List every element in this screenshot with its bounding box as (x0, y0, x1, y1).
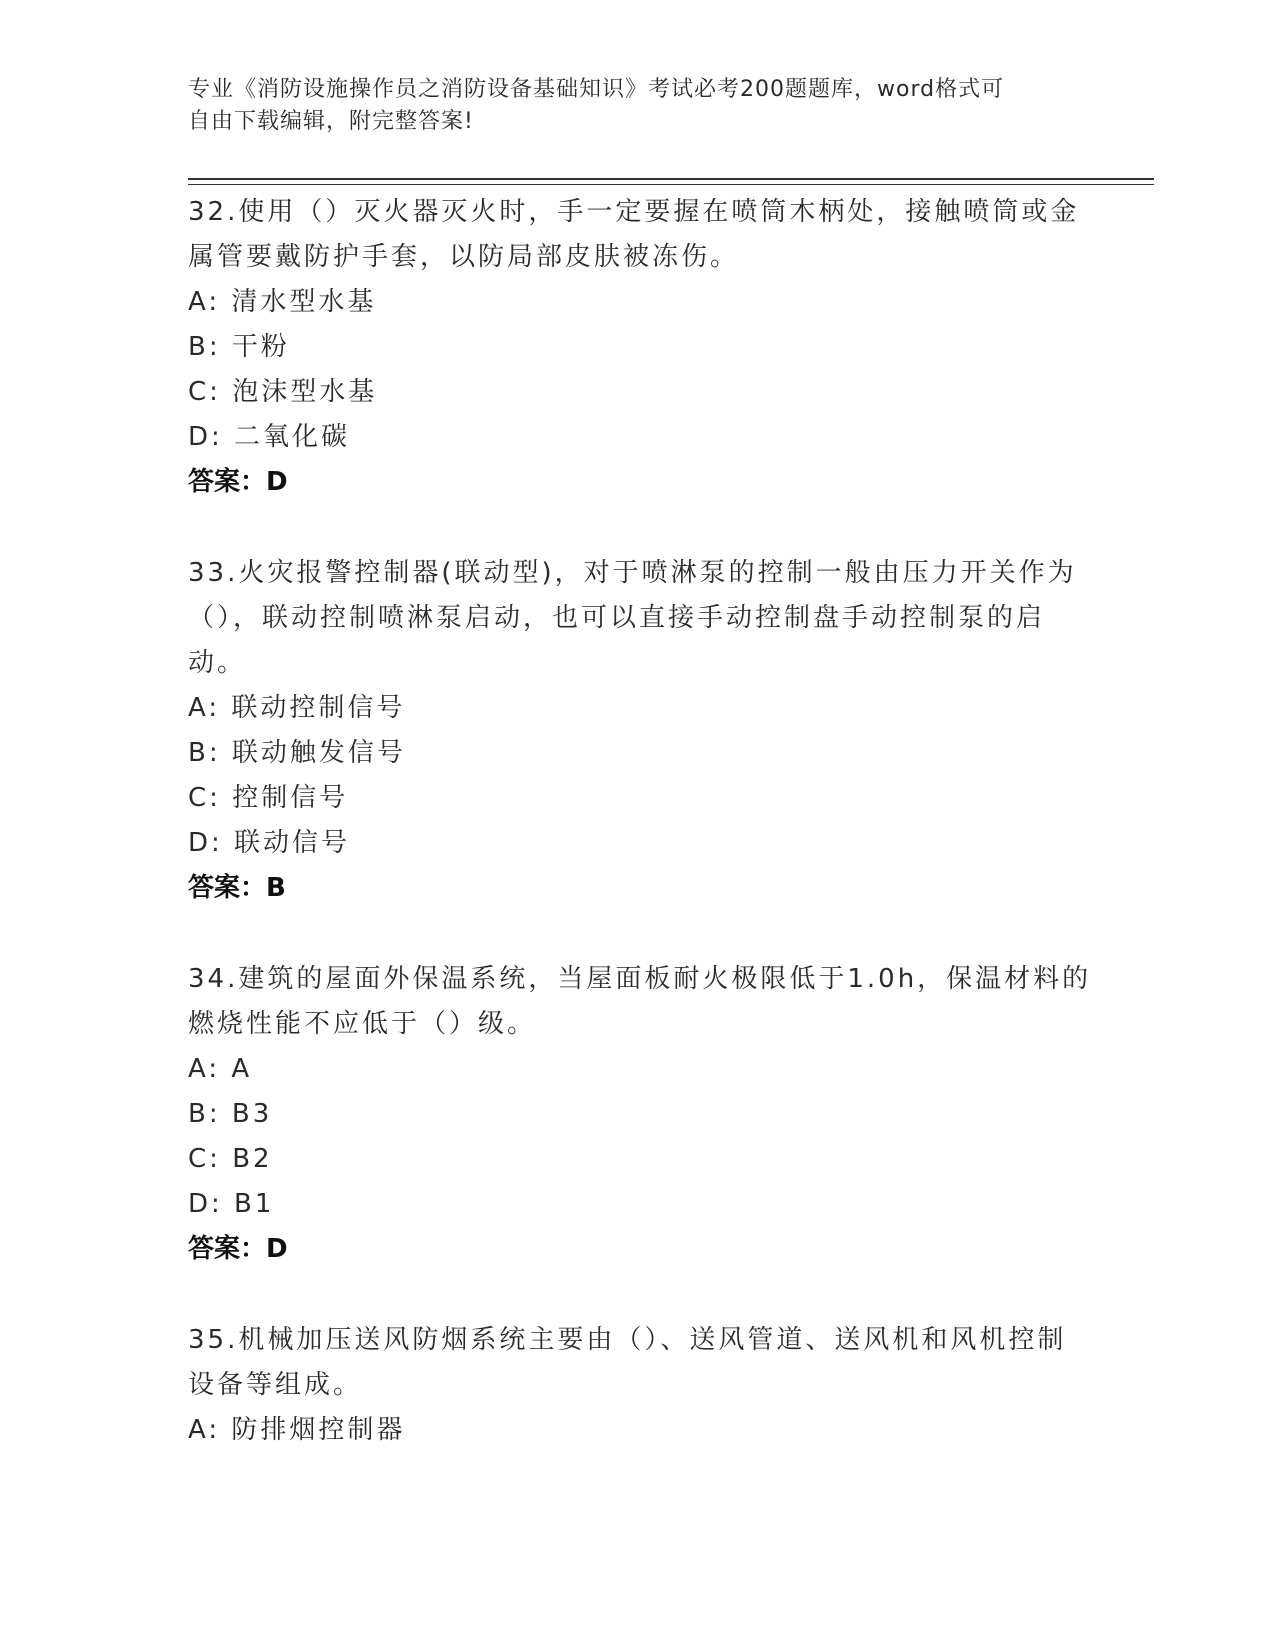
question-line: 属管要戴防护手套，以防局部皮肤被冻伤。 (188, 242, 740, 272)
question-item (188, 957, 1092, 1272)
question-list (188, 190, 1092, 1499)
option-text: B1 (234, 1189, 275, 1219)
question-line: 燃烧性能不应低于（）级。 (188, 1009, 537, 1039)
option-letter: D: (188, 828, 223, 858)
option-a (188, 686, 1088, 731)
question-line: 34.建筑的屋面外保温系统，当屋面板耐火极限低于1.0h，保温材料的 (188, 964, 1092, 994)
option-text: 防排烟控制器 (231, 1415, 406, 1445)
option-letter: C: (188, 1144, 221, 1174)
question-text (188, 1318, 1088, 1408)
option-b (188, 731, 1088, 776)
option-b (188, 1092, 1088, 1137)
option-text: A (231, 1054, 253, 1084)
option-letter: A: (188, 693, 221, 723)
option-text: 控制信号 (232, 783, 349, 813)
option-c (188, 370, 1088, 415)
option-b (188, 325, 1088, 370)
option-letter: D: (188, 1189, 223, 1219)
question-line: 33.火灾报警控制器(联动型)，对于喷淋泵的控制一般由压力开关作为 (188, 558, 1077, 588)
question-line: （），联动控制喷淋泵启动，也可以直接手动控制盘手动控制泵的启 (188, 603, 1046, 633)
answer-line: 答案：B (188, 873, 286, 903)
option-d (188, 821, 1088, 866)
option-a (188, 1408, 1088, 1453)
option-c (188, 776, 1088, 821)
option-letter: B: (188, 738, 221, 768)
option-letter: C: (188, 377, 221, 407)
option-text: 联动控制信号 (231, 693, 406, 723)
option-text: B3 (231, 1099, 273, 1129)
option-letter: A: (188, 1415, 221, 1445)
option-text: 清水型水基 (231, 287, 377, 317)
header-divider-thin (188, 184, 1154, 185)
answer-line: 答案：D (188, 467, 288, 497)
question-line: 设备等组成。 (188, 1370, 363, 1400)
question-line: 32.使用（）灭火器灭火时，手一定要握在喷筒木柄处，接触喷筒或金 (188, 197, 1080, 227)
option-text: 干粉 (231, 332, 290, 362)
question-line: 35.机械加压送风防烟系统主要由（）、送风管道、送风机和风机控制 (188, 1325, 1067, 1355)
option-d (188, 415, 1088, 460)
option-c (188, 1137, 1088, 1182)
option-letter: B: (188, 1099, 221, 1129)
option-text: 二氧化碳 (234, 422, 351, 452)
header-line-1: 专业《消防设施操作员之消防设备基础知识》考试必考200题题库，word格式可 (188, 77, 1005, 102)
question-line: 动。 (188, 648, 247, 678)
answer-line: 答案：D (188, 1234, 288, 1264)
question-text (188, 190, 1088, 280)
option-letter: D: (188, 422, 223, 452)
option-letter: A: (188, 287, 221, 317)
option-d (188, 1182, 1088, 1227)
question-item (188, 1318, 1088, 1453)
option-a (188, 1047, 1088, 1092)
question-text (188, 551, 1088, 686)
document-header (188, 74, 1088, 138)
option-letter: A: (188, 1054, 221, 1084)
question-item (188, 190, 1088, 505)
option-text: 联动触发信号 (231, 738, 406, 768)
question-text (188, 957, 1092, 1047)
option-letter: B: (188, 332, 221, 362)
option-letter: C: (188, 783, 221, 813)
option-text: B2 (232, 1144, 273, 1174)
option-text: 联动信号 (234, 828, 351, 858)
question-item (188, 551, 1088, 911)
option-a (188, 280, 1088, 325)
option-text: 泡沫型水基 (232, 377, 378, 407)
header-line-2: 自由下载编辑，附完整答案! (188, 109, 474, 134)
header-divider-thick (188, 178, 1154, 180)
